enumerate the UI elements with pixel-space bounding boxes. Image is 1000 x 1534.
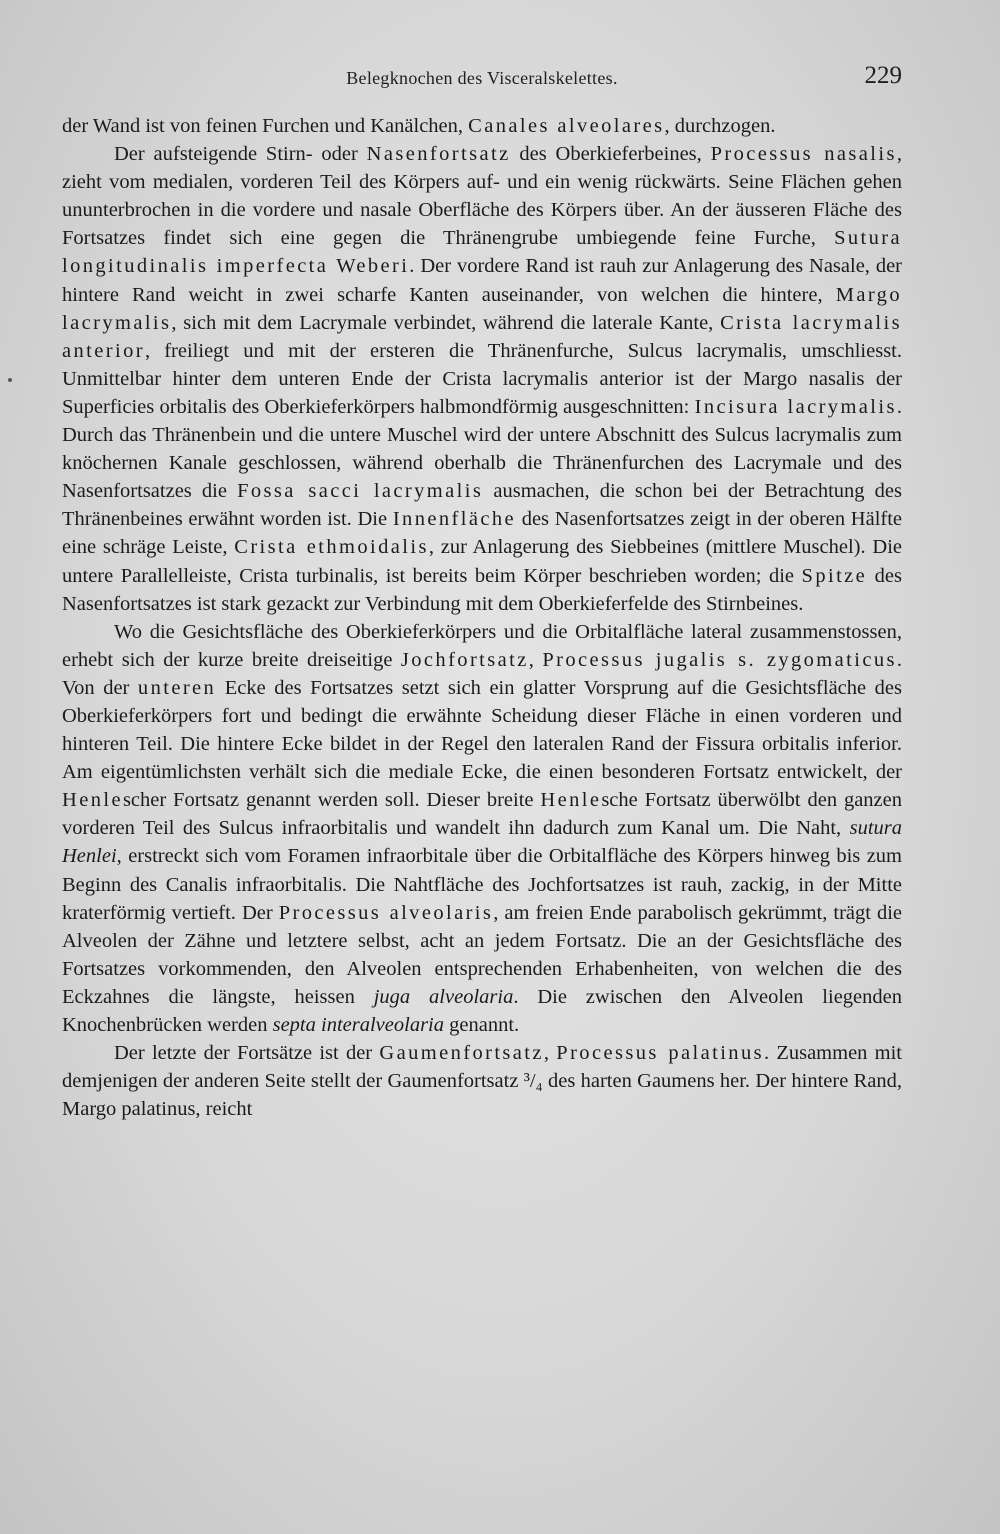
spaced-term: Jochfortsatz (400, 648, 529, 671)
text-run: , sich mit dem Lacrymale verbindet, während die laterale Kante, (171, 311, 721, 334)
spaced-term: Nasenfortsatz (366, 143, 511, 166)
spaced-term: Crista lacrymalis anterior (62, 311, 903, 362)
spaced-term: Processus alveolaris (278, 901, 494, 924)
spaced-term: Henle (540, 789, 602, 812)
text-run: ausmachen, die schon bei der Betrachtung des Thränenbeines erwähnt worden ist. Die (62, 480, 902, 531)
text-run: , am freien Ende parabolisch gekrümmt, trägt die Alveolen der Zähne und letztere selbst, acht an jedem Fortsatz. Die an der Gesichtsfläche des Fortsatzes vorkommenden, den Alveolen entsprechenden Erhabenheiten, von welchen die des Eckzahnes die längste, heissen (62, 901, 903, 1008)
spaced-term: Crista ethmoidalis (234, 536, 429, 559)
text-run: der Wand ist von feinen Furchen und Kanälchen, (62, 115, 469, 137)
spaced-term: Fossa sacci lacrymalis (237, 480, 484, 503)
page-header (62, 62, 902, 102)
spaced-term: Innenfläche (392, 508, 516, 531)
paragraph (62, 140, 902, 618)
text-run: Wo die Gesichtsfläche des Oberkieferkörpers und die Orbitalfläche lateral zusammenstossen, erhebt sich der kurze breite dreiseitige (62, 620, 902, 671)
text-run: . Der vordere Rand ist rauh zur Anlagerung des Nasale, der hintere Rand weicht in zwei scharfe Kanten auseinander, von welchen die hintere, (62, 255, 902, 306)
text-run: , zieht vom medialen, vorderen Teil des Körpers auf- und ein wenig rückwärts. Seine Flächen gehen ununterbrochen in die vordere und nasale Oberfläche des Körpers über. An der äusseren Fläche des Fortsatzes findet sich eine gegen die Thränengrube umbiegende feine Furche, (62, 143, 902, 250)
text-run: . Die zwischen den Alveolen liegenden Knochenbrücken werden (62, 985, 902, 1036)
text-run: , (528, 648, 543, 671)
paragraph (62, 618, 902, 1039)
spaced-term: Spitze (801, 564, 868, 587)
text-run: genannt. (444, 1014, 520, 1036)
text-run: , freiliegt und mit der ersteren die Thränenfurche, Sulcus lacrymalis, umschliesst. Unmittelbar hinter dem unteren Ende der Crista lacrymalis anterior ist der Margo nasalis der Superficies orbitalis des Oberkieferkörpers halbmondförmig ausgeschnitten: (62, 339, 902, 418)
text-run: des Oberkieferbeines, (510, 143, 711, 166)
text-run: des Nasenfortsatzes ist stark gezackt zur Verbindung mit dem Oberkieferfelde des Stirnbeines. (62, 564, 903, 615)
text-run: . Von der (62, 648, 902, 699)
text-run: , erstreckt sich vom Foramen infraorbitale über die Orbitalfläche des Körpers hinweg bis zum Beginn des Canalis infraorbitalis. Die Nahtfläche des Jochfortsatzes ist rauh, zackig, in der Mitte kraterförmig vertieft. Der (62, 845, 902, 924)
text-run: Der aufsteigende Stirn- oder (114, 143, 367, 166)
spaced-term: Processus palatinus (556, 1042, 764, 1065)
text-run: des Nasenfortsatzes zeigt in der oberen Hälfte eine schräge Leiste, (62, 508, 903, 559)
italic-term: juga alveolaria (373, 985, 514, 1008)
text-run: sche Fortsatz überwölbt den ganzen vorderen Teil des Sulcus infraorbitalis und wandelt ihn dadurch zum Kanal um. Die Naht, (62, 789, 902, 840)
running-title: Belegknochen des Visceralskelettes. (346, 68, 618, 88)
page-speck (8, 378, 12, 382)
spaced-term: Gaumenfortsatz (379, 1042, 544, 1065)
spaced-term: unteren (137, 676, 217, 699)
spaced-term: Sutura longitudinalis imperfecta Weberi (62, 227, 902, 278)
paragraph (62, 1039, 902, 1123)
body-text (62, 112, 902, 1123)
text-run: . Durch das Thränenbein und die untere Muschel wird der untere Abschnitt des Sulcus lacrymalis zum knöchernen Kanale geschlossen, während oberhalb die Thränenfurchen des Lacrymale und des Nasenfortsatzes die (62, 395, 902, 503)
paragraph (62, 112, 902, 140)
text-run: Ecke des Fortsatzes setzt sich ein glatter Vorsprung auf die Gesichtsfläche des Oberkieferkörpers fort und bedingt die erwähnte Scheidung dieser Fläche in einen vorderen und hinteren Teil. Die hintere Ecke bildet in der Regel den lateralen Rand der Fissura orbitalis inferior. Am eigentümlichsten verhält sich die mediale Ecke, die einen besonderen Fortsatz entwickelt, der (62, 676, 902, 784)
spaced-term: Processus jugalis s. zygomaticus (542, 648, 897, 671)
text-run: , zur Anlagerung des Siebbeines (mittlere Muschel). Die untere Parallelleiste, Crista turbinalis, ist bereits beim Körper beschrieben worden; die (62, 536, 902, 587)
spaced-term: Margo lacrymalis (62, 283, 902, 334)
text-run: , (543, 1042, 557, 1065)
text-run: , durchzogen. (664, 115, 776, 137)
italic-term: sutura Henlei (62, 817, 902, 868)
spaced-term: Canales alveolares (468, 115, 665, 137)
italic-term: septa interalveolaria (272, 1014, 444, 1036)
text-run: . Zusammen mit demjenigen der anderen Seite stellt der Gaumenfortsatz ³/₄ des harten Gaumens her. Der hintere Rand, Margo palatinus, reicht (62, 1042, 902, 1121)
text-run: scher Fortsatz genannt werden soll. Dieser breite (122, 789, 541, 812)
spaced-term: Incisura lacrymalis (694, 395, 897, 418)
spaced-term: Processus nasalis (710, 143, 897, 166)
spaced-term: Henle (62, 789, 123, 812)
text-run: Der letzte der Fortsätze ist der (114, 1042, 380, 1065)
page-number: 229 (864, 62, 902, 89)
